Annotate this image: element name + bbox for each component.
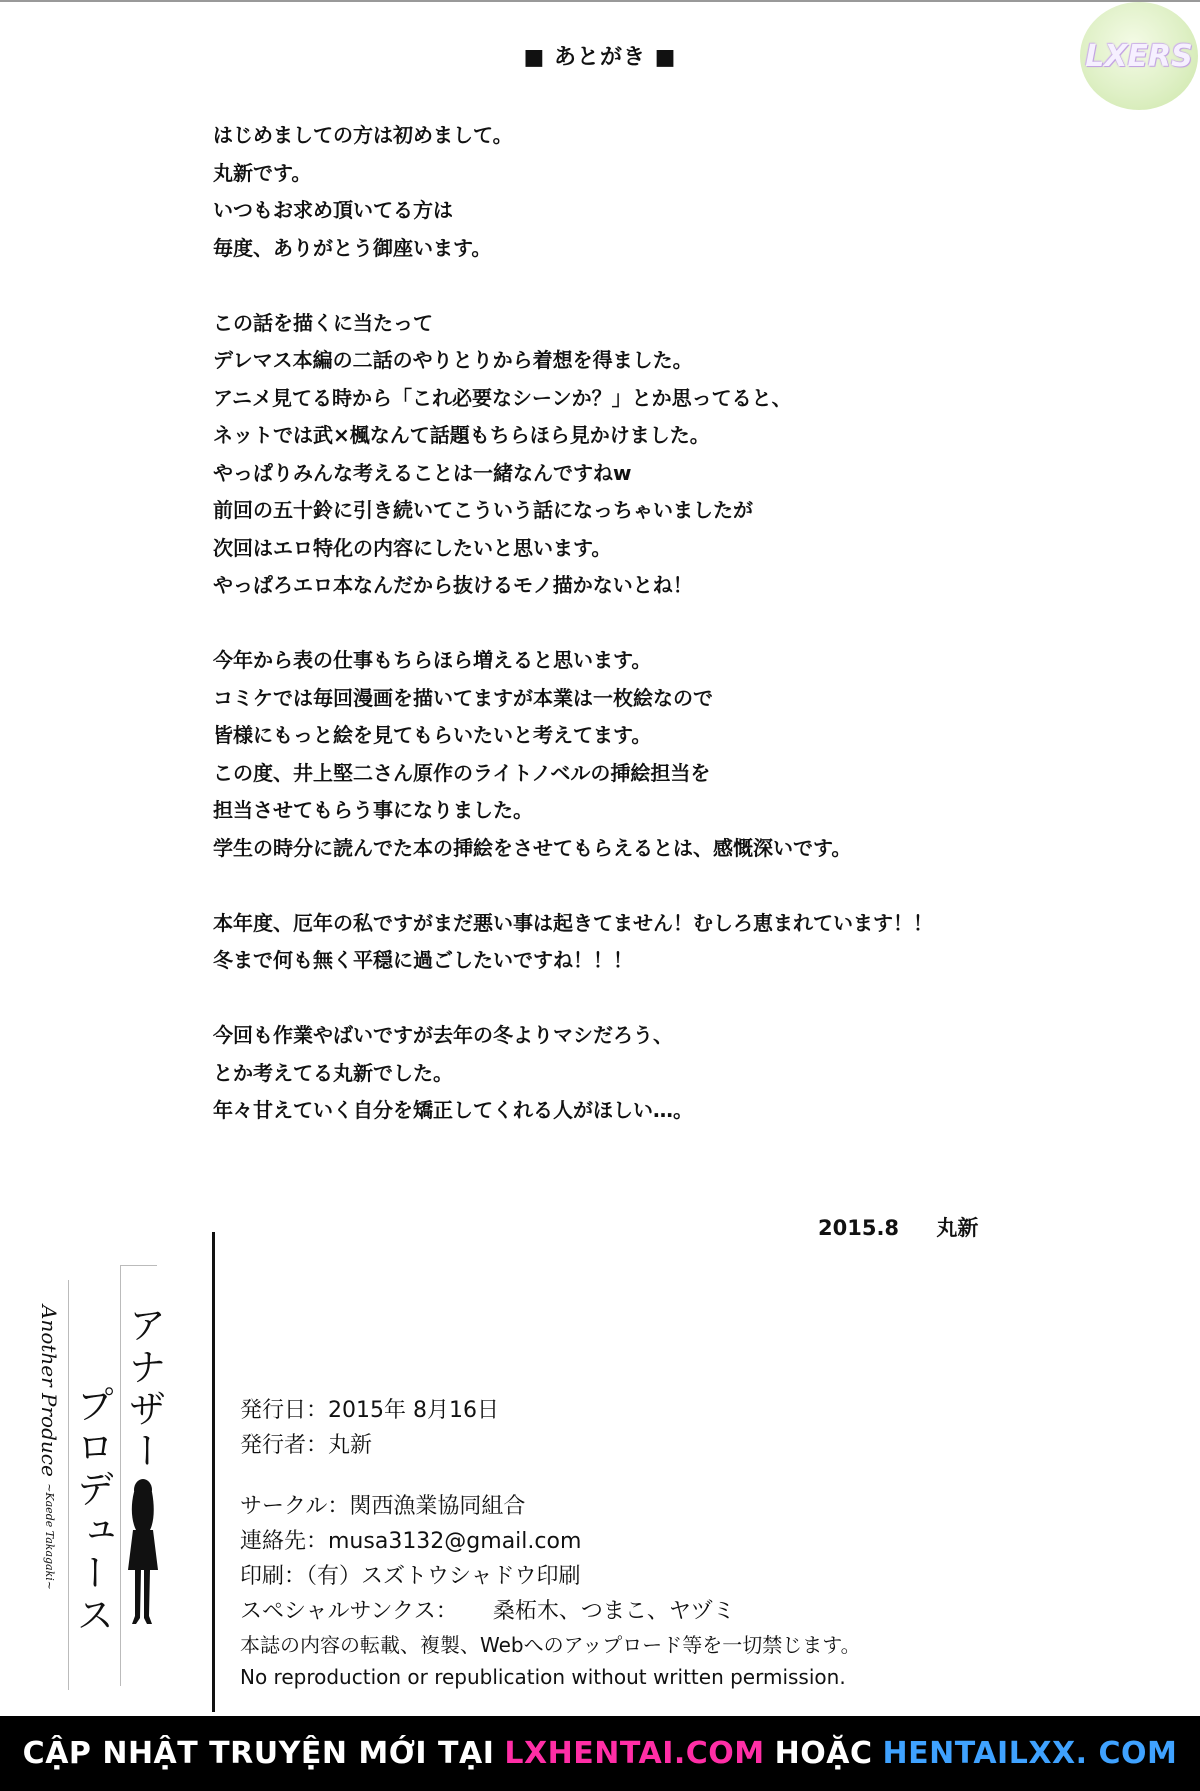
banner-text-1: CẬP NHẬT TRUYỆN MỚI TẠI <box>22 1736 495 1771</box>
logo-text: LXERS <box>1085 38 1193 74</box>
vertical-title-1: アナザー <box>122 1305 166 1473</box>
signature-name: 丸新 <box>936 1216 979 1240</box>
body-line: コミケでは毎回漫画を描いてますが本業は一枚絵なので <box>213 685 713 710</box>
banner-site-link-1[interactable]: LXHENTAI.COM <box>504 1736 765 1771</box>
body-line: やっぱりみんな考えることは一緒なんですねw <box>213 460 632 485</box>
body-line: 年々甘えていく自分を矯正してくれる人がほしい…。 <box>213 1098 693 1122</box>
body-line: 前回の五十鈴に引き続いてこういう話になっちゃいましたが <box>213 498 753 522</box>
body-line: 丸新です。 <box>213 160 312 185</box>
notice-en: No reproduction or republication without written permission. <box>240 1665 846 1689</box>
signature <box>818 1212 978 1242</box>
body-line: この度、井上堅二さん原作のライトノベルの挿絵担当を <box>213 760 711 785</box>
signature-date: 2015.8 <box>818 1216 900 1240</box>
printing: 印刷：（有）スズトウシャドウ印刷 <box>240 1564 581 1589</box>
banner-text-2: HOẶC <box>774 1736 873 1771</box>
afterword-heading: ■ あとがき ■ <box>523 45 677 70</box>
colophon <box>240 1393 1140 1693</box>
subtitle-small: ~Kaede Takagaki~ <box>43 1483 56 1591</box>
body-line: 本年度、厄年の私ですがまだ悪い事は起きてません！むしろ恵まれています！！ <box>213 910 933 935</box>
body-line: 学生の時分に読んでた本の挿絵をさせてもらえるとは、感慨深いです。 <box>213 835 852 860</box>
vertical-subtitle <box>36 1305 62 1590</box>
paragraph-gap <box>213 867 1093 905</box>
body-line: この話を描くに当たって <box>213 310 433 335</box>
character-silhouette-icon <box>122 1478 162 1626</box>
special-thanks-label: スペシャルサンクス： <box>240 1599 458 1624</box>
afterword-body <box>213 117 1093 1130</box>
body-line: やっぱろエロ本なんだから抜けるモノ描かないとね！ <box>213 573 693 597</box>
colophon-divider <box>212 1232 215 1712</box>
issue-date: 発行日：2015年 8月16日 <box>240 1398 499 1423</box>
body-line: 次回はエロ特化の内容にしたいと思います。 <box>213 535 612 560</box>
body-line: ネットでは武×楓なんて話題もちらほら見かけました。 <box>213 423 710 447</box>
banner-site-link-2[interactable]: HENTAILXX. COM <box>882 1736 1178 1771</box>
special-thanks-names: 桑柘木、つまこ、ヤヅミ <box>492 1599 735 1624</box>
body-line: 今回も作業やばいですが去年の冬よりマシだろう、 <box>213 1023 673 1047</box>
body-line: 毎度、ありがとう御座います。 <box>213 235 492 260</box>
body-line: いつもお求め頂いてる方は <box>213 198 453 222</box>
special-thanks <box>240 1594 1140 1629</box>
circle: サークル：関西漁業協同組合 <box>240 1494 526 1519</box>
body-line: デレマス本編の二話のやりとりから着想を得ました。 <box>213 348 693 372</box>
body-line: 冬まで何も無く平穏に過ごしたいですね！！！ <box>213 948 633 972</box>
body-line: とか考えてる丸新でした。 <box>213 1060 453 1085</box>
top-rule <box>0 0 1200 2</box>
notice-jp: 本誌の内容の転載、複製、Webへのアップロード等を一切禁じます。 <box>240 1633 861 1657</box>
body-line: アニメ見てる時から「これ必要なシーンか？」とか思ってると、 <box>213 385 792 410</box>
body-line: はじめましての方は初めまして。 <box>213 123 513 147</box>
paragraph-gap <box>213 605 1093 643</box>
subtitle-main: Another Produce <box>37 1305 61 1477</box>
body-line: 今年から表の仕事もちらほら増えると思います。 <box>213 648 652 672</box>
body-line: 担当させてもらう事になりました。 <box>213 798 533 822</box>
body-line: 皆様にもっと絵を見てもらいたいと考えてます。 <box>213 723 652 747</box>
vertical-title-2: プロデュース <box>70 1385 114 1637</box>
colophon-gap <box>240 1463 1140 1489</box>
paragraph-gap <box>213 267 1093 305</box>
paragraph-gap <box>213 980 1093 1018</box>
promo-banner <box>0 1716 1200 1791</box>
publisher: 発行者：丸新 <box>240 1433 373 1458</box>
contact-email: 連絡先：musa3132@gmail.com <box>240 1529 582 1554</box>
